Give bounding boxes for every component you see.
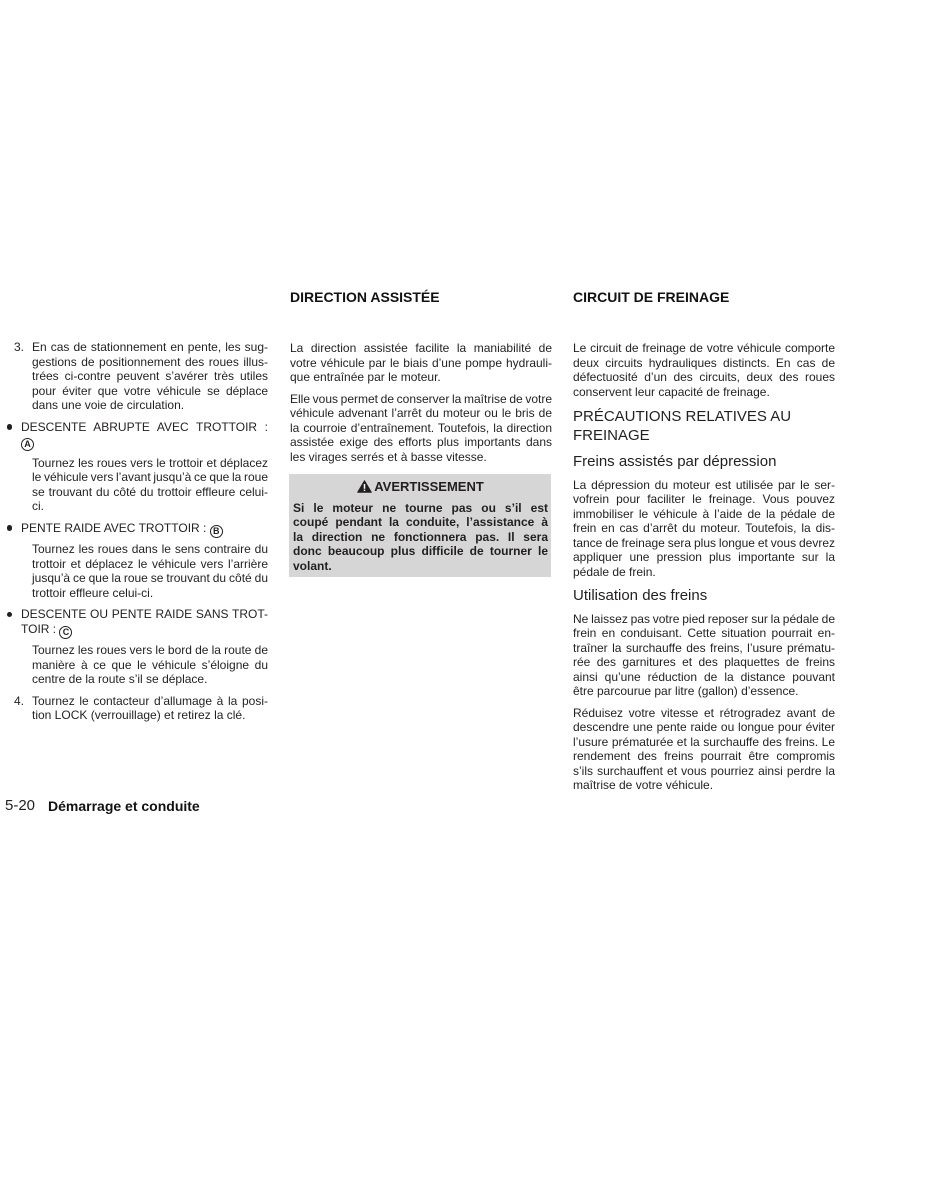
text-line: Tournez les roues vers le trottoir et déplacez [32, 455, 268, 470]
text-line [21, 622, 268, 637]
text-line: donc beaucoup plus difficile de tourner le [293, 544, 548, 558]
text-line: se trouvant du côté du trottoir effleure celui- [32, 484, 268, 499]
text-line: maîtrise de votre véhicule. [573, 778, 714, 792]
section-heading-power-steering: DIRECTION ASSISTÉE [290, 288, 440, 305]
text-line: DESCENTE ABRUPTE AVEC TROTTOIR : [21, 419, 268, 434]
text-line: Ne laissez pas votre pied reposer sur la pédale de [573, 611, 835, 626]
text-line: votre véhicule par le biais d’une pompe hydrauli- [290, 355, 552, 370]
text-line: Tournez les roues vers le bord de la route de [32, 643, 268, 657]
step-text [32, 694, 268, 723]
text-line: dans une voie de circulation. [32, 398, 185, 412]
text-line: rée des garnitures et des plaquettes de freins [573, 655, 835, 669]
text-line: trottoir et déplacez le véhicule vers l’arrière [32, 556, 268, 571]
left-column [5, 340, 268, 723]
text-line: deux circuits hydrauliques distincts. En cas de [573, 355, 835, 370]
text-line: frein en conduisant. Cette situation pourrait en- [573, 626, 835, 640]
text-line: coupé pendant la conduite, l’assistance à [293, 515, 548, 529]
text-line: l’usure prématurée et la surchauffe des freins. Le [573, 734, 835, 749]
text-line: que entraînée par le moteur. [290, 370, 441, 384]
text-line: assistée exige des efforts plus importants dans [290, 435, 552, 449]
right-column [573, 341, 835, 793]
bullet-dot-icon [7, 525, 13, 531]
subheading-using-brakes: Utilisation des freins [573, 586, 708, 604]
text-line: En cas de stationnement en pente, les sug- [32, 340, 268, 354]
circled-marker-a: A [21, 438, 34, 451]
step-text [32, 340, 268, 413]
chapter-title: Démarrage et conduite [48, 798, 200, 814]
case-c-title [5, 607, 268, 636]
page-number: 5-20 [5, 797, 36, 814]
text-line: véhicule advenant l’arrêt du moteur ou le bris de [290, 406, 552, 420]
warning-label: AVERTISSEMENT [374, 478, 484, 494]
paragraph [573, 341, 835, 399]
case-a-title [5, 420, 268, 449]
circled-marker-c: C [59, 626, 72, 639]
text-line: centre de la route s’il se déplace. [32, 672, 208, 686]
text-line: Le circuit de freinage de votre véhicule comporte [573, 341, 835, 355]
heading-line: FREINAGE [573, 426, 650, 444]
text-line: être parcourue par litre (gallon) d’essence. [573, 684, 799, 698]
step-4 [5, 694, 268, 723]
text-line: vofrein pour faciliter le freinage. Vous pouvez [573, 492, 835, 506]
paragraph [290, 341, 552, 385]
text-line: traîner la surchauffe des freins, l’usure prématu- [573, 640, 835, 655]
warning-triangle-icon [357, 480, 372, 493]
paragraph [290, 392, 552, 465]
case-c-text [5, 643, 268, 687]
text-line: appliquer une pression plus importante sur la [573, 550, 835, 564]
text-line: les virages serrés et à basse vitesse. [290, 449, 487, 464]
text-line: jusqu’à ce que la roue se trouvant du côté du [32, 571, 268, 585]
text-line: pour éviter que votre véhicule se déplace [32, 383, 268, 398]
text-line: Réduisez votre vitesse et rétrogradez avant de [573, 705, 835, 720]
paragraph [573, 612, 835, 699]
warning-box [289, 474, 551, 578]
bullet-dot-icon [7, 612, 13, 618]
marker-line [21, 434, 268, 449]
text-line: s’ils surchauffent et vous pourriez ainsi perdre la [573, 763, 835, 778]
text-line: descendre une pente raide ou longue pour éviter [573, 720, 835, 734]
paragraph [573, 478, 835, 580]
text-line: immobiliser le véhicule à l’aide de la pédale de [573, 506, 835, 521]
text-line: Elle vous permet de conserver la maîtrise de votre [290, 391, 552, 406]
section-heading-brake-system: CIRCUIT DE FREINAGE [573, 288, 730, 305]
text-line: pédale de frein. [573, 564, 656, 579]
text-line: trées ci-contre peuvent s’avérer très utiles [32, 369, 268, 383]
case-title-text: PENTE RAIDE AVEC TROTTOIR : [21, 520, 207, 535]
text-line [21, 521, 268, 536]
text-line: trottoir effleure celui-ci. [32, 585, 154, 600]
text-line: tance de freinage sera plus longue et vous devrez [573, 535, 835, 550]
step-3 [5, 340, 268, 413]
warning-text [293, 501, 548, 574]
step-number: 4. [14, 693, 25, 708]
paragraph [573, 706, 835, 793]
case-b-text [5, 542, 268, 600]
middle-column [290, 341, 552, 577]
circled-marker-b: B [210, 525, 223, 538]
text-line: la direction ne fonctionnera pas. Il sera [293, 529, 548, 544]
text-line: rendement des freins pourrait être compromis [573, 749, 835, 763]
case-title-text [21, 420, 268, 435]
text-line: Si le moteur ne tourne pas ou s’il est [293, 500, 548, 515]
text-line: la courroie d’entraînement. Toutefois, la direction [290, 420, 552, 435]
case-b-title [5, 521, 268, 536]
text-line: Tournez les roues dans le sens contraire du [32, 542, 268, 556]
subsection-heading-precautions [573, 407, 835, 445]
text-line: Tournez le contacteur d’allumage à la posi- [32, 693, 268, 708]
text-line: tion LOCK (verrouillage) et retirez la clé. [32, 708, 246, 722]
text-line: volant. [293, 558, 332, 573]
text-line: La dépression du moteur est utilisée par le ser- [573, 477, 835, 492]
bullet-dot-icon [7, 424, 13, 430]
text-line: gestions de positionnement des roues illus- [32, 354, 268, 369]
text-line: défectuosité d’un des circuits, deux des roues [573, 370, 835, 384]
text-line: manière à ce que le véhicule s’éloigne du [32, 657, 268, 672]
warning-header [293, 478, 548, 495]
step-number: 3. [14, 340, 25, 354]
text-line: frein en cas d’arrêt du moteur. Toutefois, la dis- [573, 521, 835, 535]
text-line: DESCENTE OU PENTE RAIDE SANS TROT- [21, 607, 268, 621]
heading-line: PRÉCAUTIONS RELATIVES AU [573, 407, 792, 425]
text-line: ainsi qu’une réduction de la distance pouvant [573, 669, 835, 684]
subheading-vacuum-assisted: Freins assistés par dépression [573, 452, 777, 470]
text-line: La direction assistée facilite la maniabilité de [290, 341, 552, 355]
text-line: le véhicule vers l’avant jusqu’à ce que la roue [32, 470, 268, 484]
text-line: conservent leur capacité de freinage. [573, 384, 770, 399]
case-a-text [5, 456, 268, 514]
case-title-text: TOIR : [21, 621, 57, 636]
text-line: ci. [32, 499, 44, 513]
